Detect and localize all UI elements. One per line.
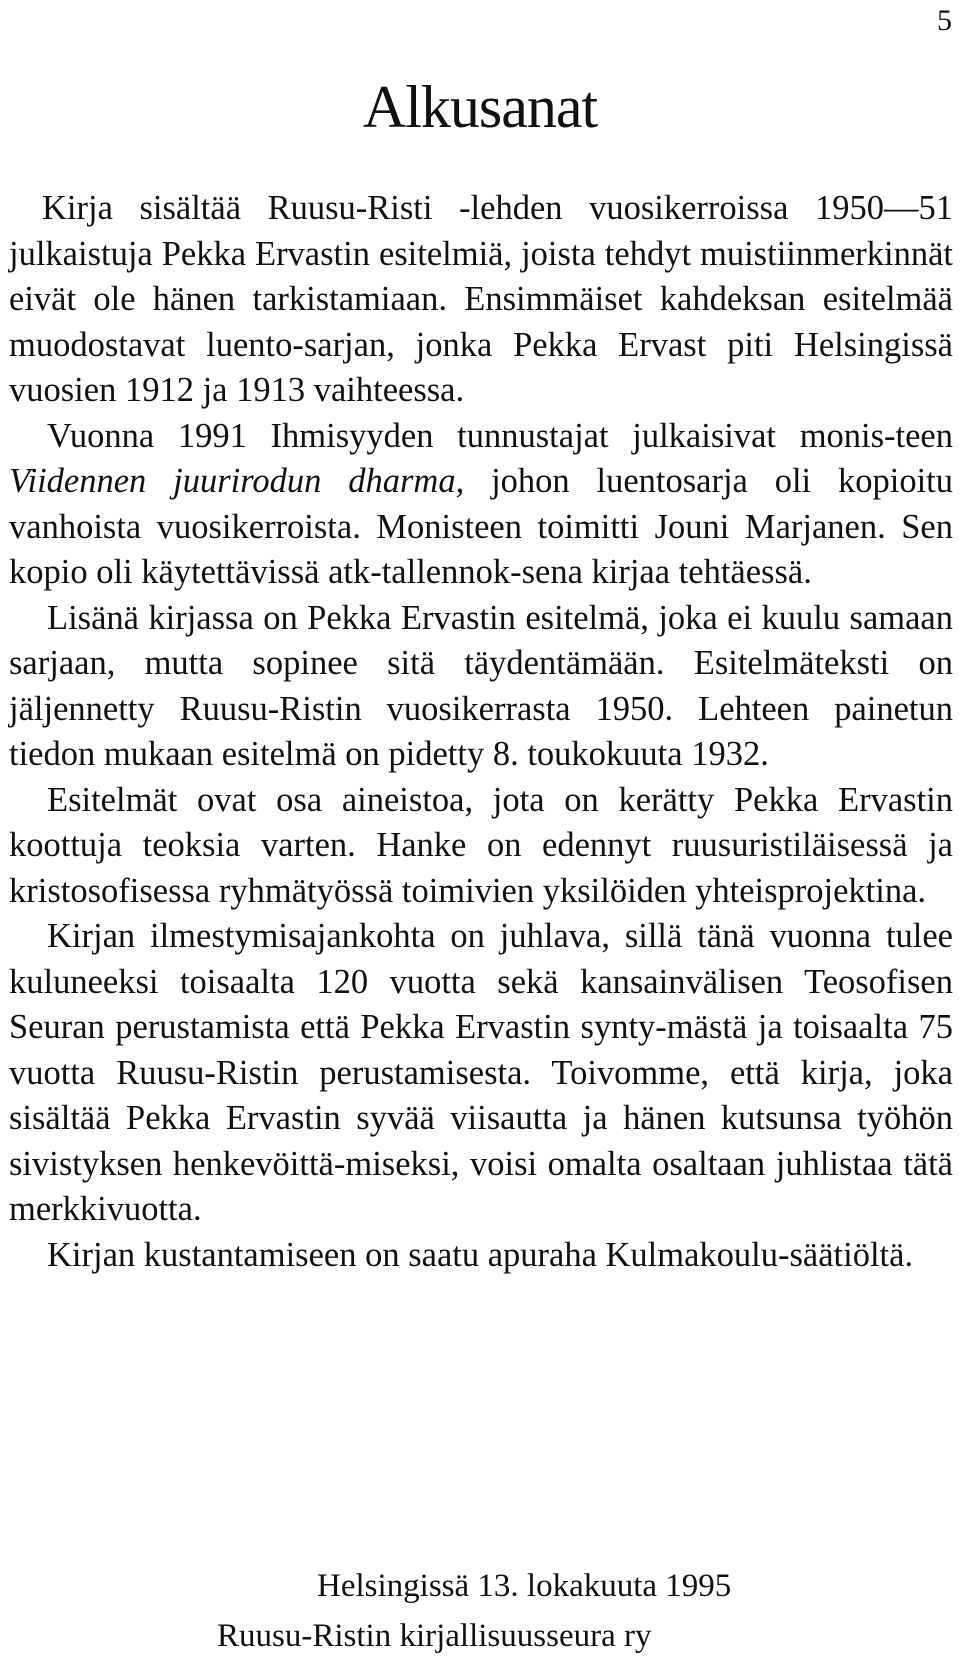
page-number: 5 [937,4,952,37]
signature-place-date: Helsingissä 13. lokakuuta 1995 [317,1568,732,1604]
body-text [9,186,953,1278]
signature-organization: Ruusu-Ristin kirjallisuusseura ry [217,1618,652,1654]
paragraph-6: Kirjan kustantamiseen on saatu apuraha Kulmakoulu-säätiöltä. [47,1235,914,1274]
paragraph-1: Kirja sisältää Ruusu-Risti -lehden vuosikerroissa 1950—51 julkaistuja Pekka Ervastin esitelmiä, joista tehdyt muistiinmerkinnät eivät ole hänen tarkistamiaan. Ensimmäiset kahdeksan esitelmää muodostavat luento-sarjan, jonka Pekka Ervast piti Helsingissä vuosien 1912 ja 1913 vaihteessa. [9,189,953,409]
paragraph-2-start: Vuonna 1991 Ihmisyyden tunnustajat julkaisivat monis-teen [47,416,953,455]
paragraph-4: Esitelmät ovat osa aineistoa, jota on kerätty Pekka Ervastin koottuja teoksia varten. Hanke on edennyt ruusuristiläisessä ja kristosofisessa ryhmätyössä toimivien yksilöiden yhteisprojektina. [9,780,953,910]
paragraph-5: Kirjan ilmestymisajankohta on juhlava, sillä tänä vuonna tulee kuluneeksi toisaalta 120 vuotta sekä kansainvälisen Teosofisen Seuran perustamista että Pekka Ervastin synty-mästä ja toisaalta 75 vuotta Ruusu-Ristin perustamisesta. Toivomme, että kirja, joka sisältää Pekka Ervastin syvää viisautta ja hänen kutsunsa työhön sivistyksen henkevöittä-miseksi, voisi omalta osaltaan juhlistaa tätä merkkivuotta. [9,917,953,1228]
paragraph-2 [9,414,953,596]
book-title-italic: Viidennen juurirodun dharma, [9,462,465,500]
paragraph-3: Lisänä kirjassa on Pekka Ervastin esitelmä, joka ei kuulu samaan sarjaan, mutta sopinee sitä täydentämään. Esitelmäteksti on jäljennetty Ruusu-Ristin vuosikerrasta 1950. Lehteen painetun tiedon mukaan esitelmä on pidetty 8. toukokuuta 1932. [9,598,953,773]
page-title: Alkusanat [362,74,598,140]
paragraph-2-end: johon luentosarja oli kopioitu vanhoista vuosikerroista. Monisteen toimitti Jouni Marjanen. Sen kopio oli käytettävissä atk-tallennok-sena kirjaa tehtäessä. [9,462,953,591]
